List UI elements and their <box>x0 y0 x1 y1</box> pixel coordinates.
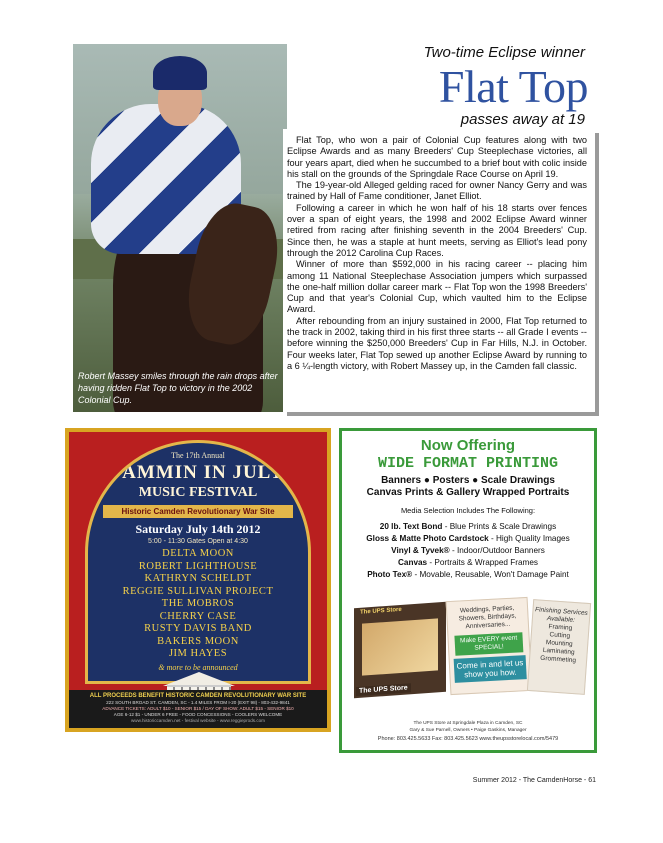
store-name: The UPS Store <box>360 606 402 616</box>
store-sign: The UPS Store <box>356 683 411 696</box>
band-item: RUSTY DAVIS BAND <box>144 623 252 634</box>
poster-arch <box>85 440 311 684</box>
article-body <box>283 129 595 412</box>
band-item: CHERRY CASE <box>159 610 237 622</box>
headline-kicker: Two-time Eclipse winner <box>423 44 585 61</box>
services-item: Cutting <box>549 631 571 640</box>
ad-media-item <box>342 533 594 545</box>
poster-more: & more to be announced <box>158 662 238 672</box>
poster-footer <box>69 690 327 728</box>
services-heading: Finishing Services Available: <box>534 606 589 625</box>
jockey-photo <box>73 44 287 412</box>
ups-store-ad <box>339 428 597 753</box>
storefront-window <box>362 618 438 675</box>
poster-title: JAMMIN IN JULY <box>111 462 285 483</box>
poster-subtitle: MUSIC FESTIVAL <box>138 485 258 500</box>
article-paragraph: Flat Top, who won a pair of Colonial Cup features along with two Eclipse Awards and as many Breeders' Cup Steeplechase victories, all four years apart, died when he succumbed to a brief bout with colic inside his stall on the grounds of the Springdale Race Course on April 19. <box>287 135 587 179</box>
ad-media-desc: - Indoor/Outdoor Banners <box>449 546 545 555</box>
promo-card <box>446 597 533 695</box>
poster-inner <box>69 432 327 728</box>
article-paragraph: The 19-year-old Alleged gelding raced for owner Nancy Gerry and was trained by Hall of Fame conditioner, Janet Elliot. <box>287 180 587 202</box>
ad-media-desc: - Movable, Reusable, Won't Damage Paint <box>412 570 569 579</box>
photo-caption: Robert Massey smiles through the rain drops after having ridden Flat Top to victory in the 2002 Colonial Cup. <box>78 371 278 405</box>
headline-subkicker: passes away at 19 <box>460 111 585 128</box>
services-item: Framing <box>548 623 573 632</box>
ad-media-name: Gloss & Matte Photo Cardstock <box>366 534 489 543</box>
page-folio: Summer 2012 - The CamdenHorse - 61 <box>472 777 596 784</box>
ad-media-desc: - High Quality Images <box>488 534 570 543</box>
ad-collage <box>350 599 590 699</box>
article-paragraph: Following a career in which he won half of his 18 starts over fences over a span of eight years, the 1998 and 2002 Eclipse Award winner retired from racing after finishing seventh in the 2004 Breeders' Cup. Since then, he was a staple at hunt meets, serving as Elliot's lead pony through the 2012 Carolina Cup Races. <box>287 202 587 258</box>
services-card <box>527 599 591 695</box>
band-list <box>88 548 308 661</box>
festival-poster-ad <box>65 428 331 732</box>
band-item: JIM HAYES <box>168 648 228 659</box>
ad-heading: Now Offering <box>420 437 516 454</box>
ad-footer-line: The UPS Store at Springdale Plaza in Camden, SC <box>413 721 523 726</box>
storefront-photo <box>354 602 446 698</box>
ad-subheading: WIDE FORMAT PRINTING <box>377 455 559 472</box>
ad-media-name: 20 lb. Text Bond <box>379 522 443 531</box>
article-paragraph: After rebounding from an injury sustained in 2000, Flat Top returned to the track in 2002, taking third in his first three starts -- all Grade I events -- before winning the $250,000 Breeders' Cup in Far Hills, N.J. in October. Four weeks later, Flat Top sewed up another Eclipse Award by running to a 6 ¼-length victory, with Robert Massey up, in the Camden fall classic. <box>287 315 587 371</box>
ad-media-name: Canvas <box>397 558 428 567</box>
ad-line: Canvas Prints & Gallery Wrapped Portraits <box>366 487 570 498</box>
poster-banner: Historic Camden Revolutionary War Site <box>103 505 293 518</box>
ad-footer-line: Gary & Sue Parnell, Owners • Paige Gaskins, Manager <box>409 728 527 733</box>
poster-footer-line: ADVANCE TICKETS: ADULT $10 - SENIOR $15 / DAY OF SHOW: ADULT $15 - SENIOR $10 <box>102 706 294 711</box>
band-item: ROBERT LIGHTHOUSE <box>138 560 258 572</box>
ad-media-item <box>342 569 594 581</box>
ad-media-intro: Media Selection Includes The Following: <box>400 506 536 515</box>
ad-line: Banners ● Posters ● Scale Drawings <box>381 475 555 486</box>
ad-media-list <box>342 521 594 581</box>
services-item: Grommeting <box>540 654 577 665</box>
poster-annual: The 17th Annual <box>171 451 225 460</box>
ad-media-item <box>342 521 594 533</box>
poster-footer-line: www.historiccamden.net - festival website - www.reggieprods.com <box>130 718 266 723</box>
band-item: THE MOBROS <box>161 598 235 609</box>
poster-time: 5:00 - 11:30 Gates Open at 4:30 <box>148 538 248 545</box>
ad-media-desc: - Blue Prints & Scale Drawings <box>442 522 557 531</box>
services-item: Mounting <box>545 639 573 648</box>
headline-title: Flat Top <box>438 61 588 112</box>
ad-media-item <box>342 545 594 557</box>
band-item: DELTA MOON <box>162 548 234 559</box>
promo-card-teal: Come in and let us show you how. <box>454 655 527 683</box>
ad-media-item <box>342 557 594 569</box>
ad-media-desc: - Portraits & Wrapped Frames <box>427 558 538 567</box>
article-paragraph: Winner of more than $592,000 in his racing career -- placing him among 11 National Steeplechase Association jumpers which surpassed the one-half million dollar career mark -- Flat Top won the 1998 Breeders' Cup and that year's Colonial Cup, which vaulted him to the Eclipse Award. <box>287 259 587 315</box>
ad-footer-contact: Phone: 803.425.5633 Fax: 803.425.5623 www.theupsstorelocal.com/5479 <box>377 736 559 742</box>
ad-media-name: Vinyl & Tyvek® <box>391 546 450 555</box>
promo-card-green: Make EVERY event SPECIAL! <box>454 632 523 656</box>
jockey-helmet <box>153 56 207 90</box>
poster-date: Saturday July 14th 2012 <box>135 522 261 536</box>
poster-footer-line: 222 SOUTH BROAD ST. CAMDEN, SC - 1.4 MILES FROM I-20 (EXIT 98) - 803-432-9841 <box>106 700 290 705</box>
promo-card-text: Weddings, Parties, Showers, Birthdays, Anniversaries... <box>458 604 517 631</box>
band-item: BAKERS MOON <box>157 635 239 647</box>
band-item: REGGIE SULLIVAN PROJECT <box>122 585 274 597</box>
poster-footer-line: ALL PROCEEDS BENEFIT HISTORIC CAMDEN REVOLUTIONARY WAR SITE <box>89 693 307 699</box>
poster-footer-line: AGE 6-12 $1 - UNDER 6 FREE - FOOD CONCESSIONS - COOLERS WELCOME <box>113 712 283 717</box>
ad-media-name: Photo Tex® <box>367 570 413 579</box>
band-item: KATHRYN SCHELDT <box>144 573 252 584</box>
services-item: Laminating <box>542 646 575 657</box>
